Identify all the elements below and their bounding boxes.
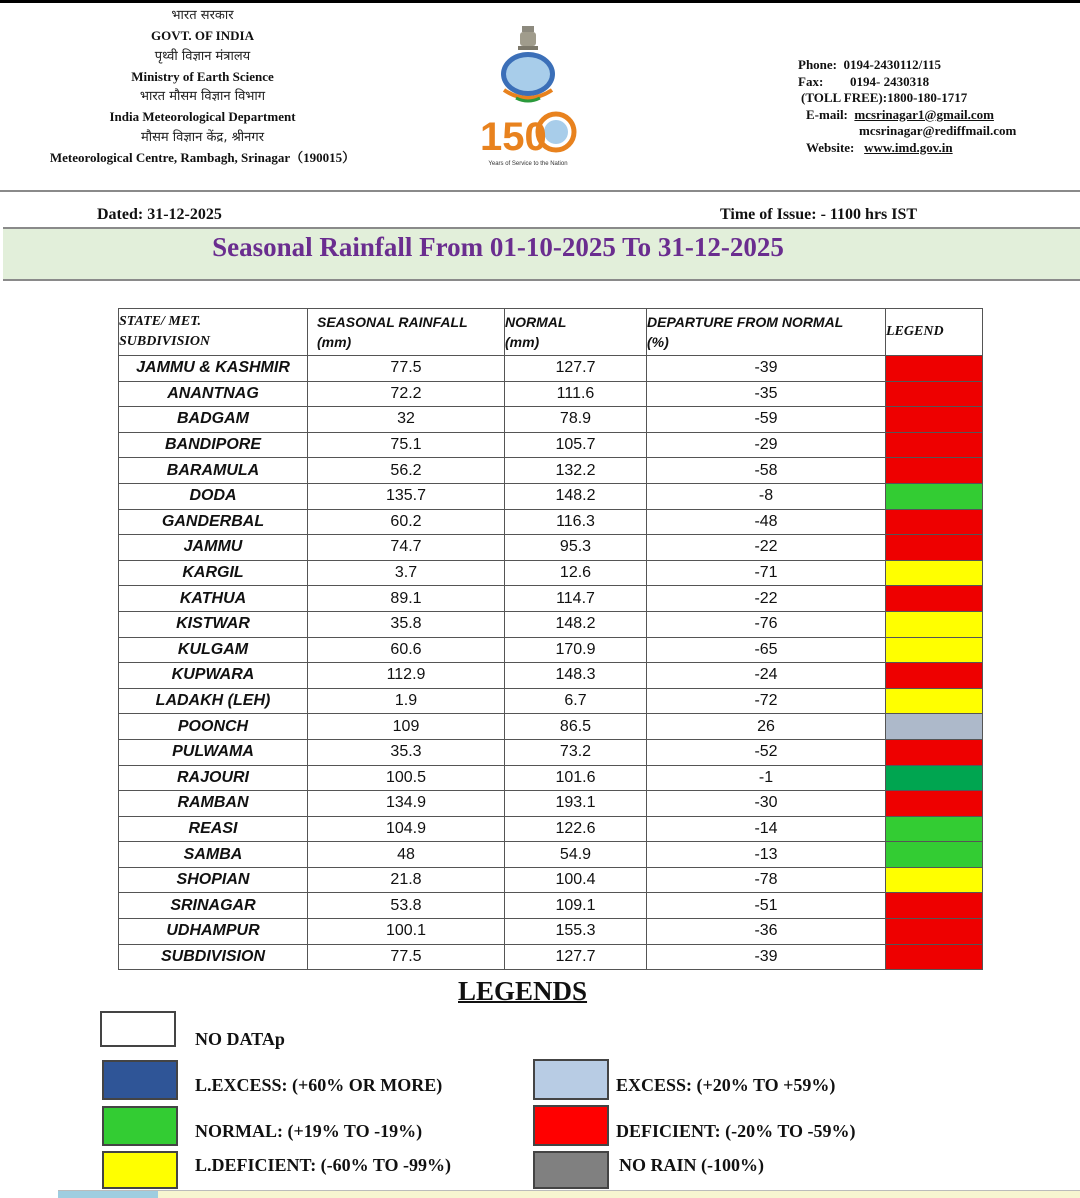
departure-value: -30	[647, 791, 886, 817]
subdivision-name: SHOPIAN	[119, 867, 308, 893]
normal-value: 127.7	[505, 356, 647, 382]
header-rainfall-line1: SEASONAL RAINFALL	[317, 314, 468, 330]
department-hindi: भारत मौसम विज्ञान विभाग	[139, 89, 266, 105]
header-subdivision	[119, 309, 308, 356]
imd-150-logo	[476, 24, 580, 170]
legend-label-large-excess: L.EXCESS: (+60% OR MORE)	[195, 1075, 443, 1095]
legend-label-normal: NORMAL: (+19% TO -19%)	[195, 1121, 423, 1141]
table-row	[119, 509, 983, 535]
subdivision-name: REASI	[119, 816, 308, 842]
departure-value: -22	[647, 535, 886, 561]
header-organization	[20, 6, 385, 168]
normal-value: 78.9	[505, 407, 647, 433]
departure-value: -24	[647, 663, 886, 689]
legend-color-cell	[886, 432, 983, 458]
govt-hindi: भारत सरकार	[171, 8, 234, 23]
header-departure-line1: DEPARTURE FROM NORMAL	[647, 314, 844, 330]
table-row	[119, 791, 983, 817]
departure-value: -36	[647, 919, 886, 945]
legend-color-cell	[886, 688, 983, 714]
logo-caption: Years of Service to the Nation	[488, 161, 568, 167]
subdivision-name: JAMMU & KASHMIR	[119, 356, 308, 382]
seasonal-rainfall-value: 48	[308, 842, 505, 868]
subdivision-name: LADAKH (LEH)	[119, 688, 308, 714]
table-row	[119, 586, 983, 612]
header-subdivision-line1: STATE/ MET.	[119, 314, 201, 329]
legend-color-cell	[886, 919, 983, 945]
department-english: India Meteorological Department	[109, 109, 296, 125]
normal-value: 6.7	[505, 688, 647, 714]
seasonal-rainfall-value: 3.7	[308, 560, 505, 586]
dated: Dated: 31-12-2025	[97, 206, 222, 223]
header-departure-line2: (%)	[647, 334, 669, 350]
website-link[interactable]: www.imd.gov.in	[864, 139, 953, 155]
subdivision-name: JAMMU	[119, 535, 308, 561]
seasonal-rainfall-value: 100.5	[308, 765, 505, 791]
seasonal-rainfall-value: 53.8	[308, 893, 505, 919]
email-link-2[interactable]: mcsrinagar@rediffmail.com	[859, 123, 1017, 138]
legend-swatch-normal	[102, 1106, 178, 1146]
legend-color-cell	[886, 663, 983, 689]
email-label: E-mail:	[806, 106, 848, 122]
table-row	[119, 560, 983, 586]
seasonal-rainfall-value: 109	[308, 714, 505, 740]
legend-color-cell	[886, 381, 983, 407]
seasonal-rainfall-value: 100.1	[308, 919, 505, 945]
seasonal-rainfall-value: 77.5	[308, 944, 505, 970]
email-link-1[interactable]: mcsrinagar1@gmail.com	[854, 106, 994, 122]
departure-value: -1	[647, 765, 886, 791]
normal-value: 155.3	[505, 919, 647, 945]
subdivision-name: SAMBA	[119, 842, 308, 868]
table-row	[119, 688, 983, 714]
departure-value: -58	[647, 458, 886, 484]
table-row	[119, 535, 983, 561]
seasonal-rainfall-value: 104.9	[308, 816, 505, 842]
legend-color-cell	[886, 765, 983, 791]
departure-value: -8	[647, 483, 886, 509]
toll-free: (TOLL FREE):1800-180-1717	[801, 90, 968, 105]
subdivision-name: RAMBAN	[119, 791, 308, 817]
table-row	[119, 432, 983, 458]
table-row	[119, 637, 983, 663]
normal-value: 111.6	[505, 381, 647, 407]
legend-color-cell	[886, 944, 983, 970]
seasonal-rainfall-value: 21.8	[308, 867, 505, 893]
ministry-hindi: पृथ्वी विज्ञान मंत्रालय	[154, 48, 251, 64]
table-row	[119, 919, 983, 945]
legend-color-cell	[886, 893, 983, 919]
legend-color-cell	[886, 842, 983, 868]
table-row	[119, 458, 983, 484]
subdivision-name: UDHAMPUR	[119, 919, 308, 945]
seasonal-rainfall-value: 74.7	[308, 535, 505, 561]
legend-color-cell	[886, 637, 983, 663]
legend-color-cell	[886, 356, 983, 382]
phone-number: 0194-2430112/115	[843, 57, 942, 72]
legend-color-cell	[886, 611, 983, 637]
table-row	[119, 867, 983, 893]
subdivision-name: SRINAGAR	[119, 893, 308, 919]
centre-hindi: मौसम विज्ञान केंद्र, श्रीनगर	[140, 129, 265, 145]
normal-value: 193.1	[505, 791, 647, 817]
normal-value: 148.2	[505, 611, 647, 637]
subdivision-name: ANANTNAG	[119, 381, 308, 407]
subdivision-name: BANDIPORE	[119, 432, 308, 458]
normal-value: 127.7	[505, 944, 647, 970]
normal-value: 114.7	[505, 586, 647, 612]
normal-value: 100.4	[505, 867, 647, 893]
table-row	[119, 381, 983, 407]
emblem-icon	[476, 24, 580, 170]
normal-value: 12.6	[505, 560, 647, 586]
normal-value: 170.9	[505, 637, 647, 663]
legend-swatch-large-excess	[102, 1060, 178, 1100]
header-seasonal-rainfall	[308, 309, 505, 356]
departure-value: -65	[647, 637, 886, 663]
seasonal-rainfall-value: 56.2	[308, 458, 505, 484]
departure-value: -51	[647, 893, 886, 919]
departure-value: -71	[647, 560, 886, 586]
legend-swatch-no-rain	[533, 1151, 609, 1189]
title-banner	[3, 227, 1080, 281]
top-border	[0, 0, 1080, 3]
legend-color-cell	[886, 560, 983, 586]
legend-color-cell	[886, 458, 983, 484]
subdivision-name: KULGAM	[119, 637, 308, 663]
legend-swatch-deficient	[533, 1105, 609, 1146]
header-normal-line1: NORMAL	[505, 314, 567, 330]
header-normal	[505, 309, 647, 356]
page-title: Seasonal Rainfall From 01-10-2025 To 31-12-2025	[212, 232, 784, 262]
phone-label: Phone:	[798, 57, 837, 72]
subdivision-name: PULWAMA	[119, 739, 308, 765]
normal-value: 122.6	[505, 816, 647, 842]
departure-value: -13	[647, 842, 886, 868]
legend-color-cell	[886, 407, 983, 433]
fax-label: Fax:	[798, 73, 824, 89]
ministry-english: Ministry of Earth Science	[131, 68, 274, 84]
departure-value: -76	[647, 611, 886, 637]
table-row	[119, 739, 983, 765]
departure-value: -22	[647, 586, 886, 612]
subdivision-name: KUPWARA	[119, 663, 308, 689]
legend-color-cell	[886, 714, 983, 740]
table-row	[119, 483, 983, 509]
table-row	[119, 714, 983, 740]
subdivision-name: BADGAM	[119, 407, 308, 433]
legend-color-cell	[886, 867, 983, 893]
departure-value: -72	[647, 688, 886, 714]
rainfall-table	[118, 308, 983, 970]
legend-label-large-deficient: L.DEFICIENT: (-60% TO -99%)	[195, 1155, 452, 1175]
legend-swatch-excess	[533, 1059, 609, 1100]
subdivision-name: DODA	[119, 483, 308, 509]
normal-value: 54.9	[505, 842, 647, 868]
departure-value: -39	[647, 356, 886, 382]
table-row	[119, 407, 983, 433]
header-subdivision-line2: SUBDIVISION	[119, 334, 211, 349]
departure-value: -14	[647, 816, 886, 842]
subdivision-name: KATHUA	[119, 586, 308, 612]
normal-value: 148.2	[505, 483, 647, 509]
subdivision-name: GANDERBAL	[119, 509, 308, 535]
legend-label-no-rain: NO RAIN (-100%)	[619, 1155, 764, 1175]
subdivision-name: BARAMULA	[119, 458, 308, 484]
seasonal-rainfall-value: 60.2	[308, 509, 505, 535]
seasonal-rainfall-value: 77.5	[308, 356, 505, 382]
legend-label-excess: EXCESS: (+20% TO +59%)	[616, 1075, 836, 1095]
header-departure	[647, 309, 886, 356]
legend-color-cell	[886, 509, 983, 535]
normal-value: 109.1	[505, 893, 647, 919]
seasonal-rainfall-value: 60.6	[308, 637, 505, 663]
seasonal-rainfall-value: 135.7	[308, 483, 505, 509]
departure-value: -35	[647, 381, 886, 407]
legend-label-deficient: DEFICIENT: (-20% TO -59%)	[616, 1121, 856, 1141]
table-row	[119, 356, 983, 382]
subdivision-name: POONCH	[119, 714, 308, 740]
seasonal-rainfall-value: 1.9	[308, 688, 505, 714]
table-row	[119, 816, 983, 842]
seasonal-rainfall-value: 75.1	[308, 432, 505, 458]
table-row	[119, 663, 983, 689]
legend-color-cell	[886, 791, 983, 817]
legend-swatch-large-deficient	[102, 1151, 178, 1189]
legend-color-cell	[886, 535, 983, 561]
table-row	[119, 893, 983, 919]
header-rainfall-line2: (mm)	[317, 334, 352, 350]
seasonal-rainfall-value: 72.2	[308, 381, 505, 407]
subdivision-name: KARGIL	[119, 560, 308, 586]
departure-value: -29	[647, 432, 886, 458]
departure-value: -78	[647, 867, 886, 893]
legend-color-cell	[886, 816, 983, 842]
seasonal-rainfall-value: 89.1	[308, 586, 505, 612]
normal-value: 132.2	[505, 458, 647, 484]
departure-value: -48	[647, 509, 886, 535]
subdivision-name: KISTWAR	[119, 611, 308, 637]
seasonal-rainfall-value: 112.9	[308, 663, 505, 689]
normal-value: 86.5	[505, 714, 647, 740]
normal-value: 116.3	[505, 509, 647, 535]
govt-english: GOVT. OF INDIA	[151, 28, 254, 44]
legend-color-cell	[886, 739, 983, 765]
seasonal-rainfall-value: 134.9	[308, 791, 505, 817]
subdivision-name: RAJOURI	[119, 765, 308, 791]
departure-value: -59	[647, 407, 886, 433]
time-of-issue: Time of Issue: - 1100 hrs IST	[720, 206, 918, 223]
table-header-row	[119, 309, 983, 356]
legend-swatch-no-data	[100, 1011, 176, 1047]
normal-value: 73.2	[505, 739, 647, 765]
legend-label-no-data: NO DATAp	[195, 1029, 285, 1049]
fax-number: 0194- 2430318	[850, 73, 930, 89]
table-row	[119, 842, 983, 868]
header-legend: LEGEND	[886, 309, 983, 356]
seasonal-rainfall-value: 35.3	[308, 739, 505, 765]
website-label: Website:	[806, 139, 855, 155]
legends-title: LEGENDS	[458, 976, 588, 1006]
table-row	[119, 611, 983, 637]
normal-value: 105.7	[505, 432, 647, 458]
legend-color-cell	[886, 586, 983, 612]
table-row	[119, 944, 983, 970]
normal-value: 95.3	[505, 535, 647, 561]
departure-value: -52	[647, 739, 886, 765]
legend-color-cell	[886, 483, 983, 509]
seasonal-rainfall-value: 32	[308, 407, 505, 433]
centre-address: Meteorological Centre, Rambagh, Srinagar（190015）	[49, 150, 356, 166]
subdivision-name: SUBDIVISION	[119, 944, 308, 970]
logo-number: 150	[480, 115, 547, 159]
normal-value: 101.6	[505, 765, 647, 791]
table-row	[119, 765, 983, 791]
header-normal-line2: (mm)	[505, 334, 540, 350]
contact-info	[798, 57, 1016, 156]
departure-value: 26	[647, 714, 886, 740]
header-divider	[0, 190, 1080, 192]
normal-value: 148.3	[505, 663, 647, 689]
departure-value: -39	[647, 944, 886, 970]
seasonal-rainfall-value: 35.8	[308, 611, 505, 637]
